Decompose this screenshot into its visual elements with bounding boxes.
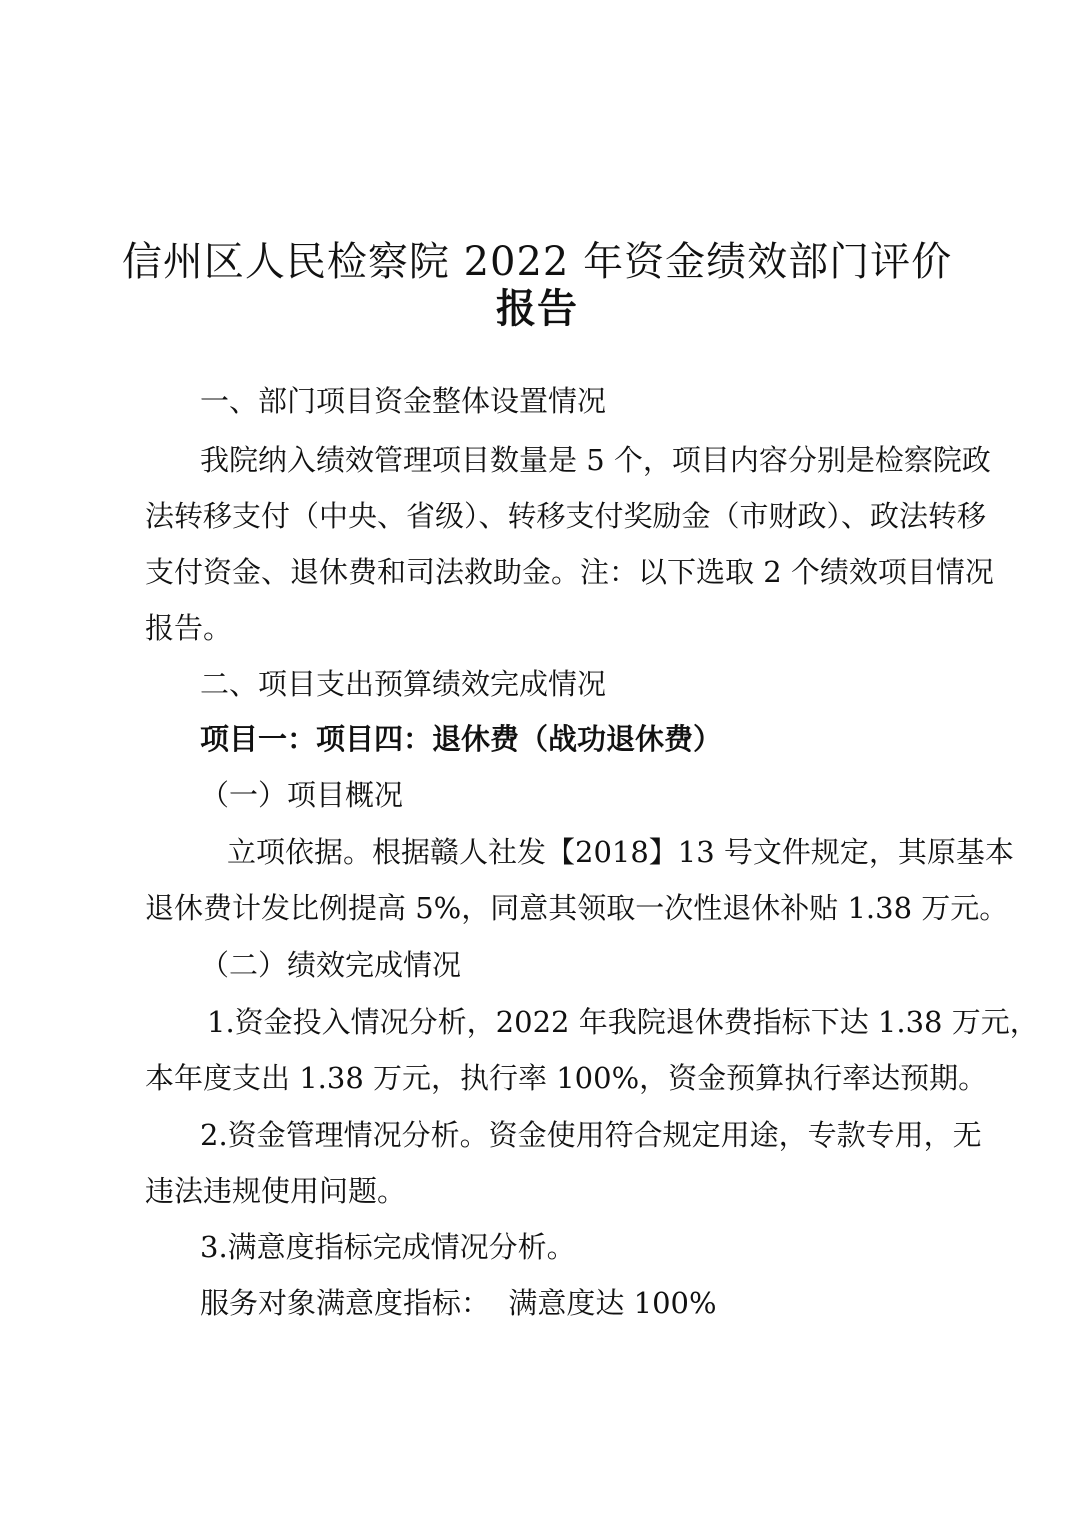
sub1-body-line-2: 退休费计发比例提高 5%，同意其领取一次性退休补贴 1.38 万元。 [145, 891, 1009, 925]
section1-body-line-1: 我院纳入绩效管理项目数量是 5 个，项目内容分别是检察院政 [200, 443, 991, 477]
section2-heading: 二、项目支出预算绩效完成情况 [200, 667, 607, 701]
satisfaction-line: 服务对象满意度指标： 满意度达 100% [200, 1286, 717, 1320]
section1-body-line-3: 支付资金、退休费和司法救助金。注：以下选取 2 个绩效项目情况 [145, 555, 994, 589]
sub2-heading: （二）绩效完成情况 [200, 948, 462, 982]
item2-line-1: 2.资金管理情况分析。资金使用符合规定用途，专款专用，无 [200, 1118, 982, 1152]
project1-heading: 项目一：项目四：退休费（战功退休费） [200, 722, 723, 756]
document-title-line-1: 信州区人民检察院 2022 年资金绩效部门评价 [121, 239, 953, 285]
section1-body-line-2: 法转移支付（中央、省级）、转移支付奖励金（市财政）、政法转移 [145, 499, 987, 533]
item1-line-2: 本年度支出 1.38 万元，执行率 100%，资金预算执行率达预期。 [145, 1061, 988, 1095]
sub1-heading: （一）项目概况 [200, 778, 404, 812]
item3-line: 3.满意度指标完成情况分析。 [200, 1230, 576, 1264]
section1-heading: 一、部门项目资金整体设置情况 [200, 384, 607, 418]
sub1-body-line-1: 立项依据。根据赣人社发【2018】13 号文件规定，其原基本 [227, 835, 1014, 869]
document-title-line-2: 报告 [496, 285, 578, 332]
item1-line-1: 1.资金投入情况分析，2022 年我院退休费指标下达 1.38 万元， [207, 1005, 1039, 1039]
item2-line-2: 违法违规使用问题。 [145, 1174, 407, 1208]
section1-body-line-4: 报告。 [145, 611, 233, 645]
